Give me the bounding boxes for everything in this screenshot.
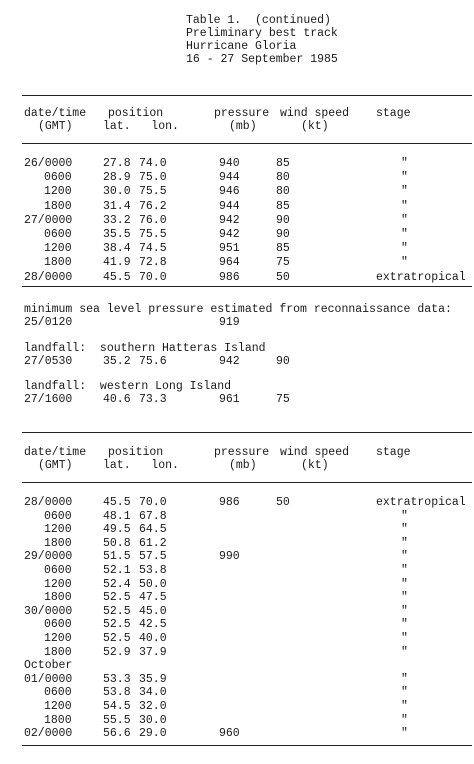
cell-date: 26/0000 <box>24 157 73 170</box>
cell-stage: " <box>401 185 408 199</box>
cell-pressure: 964 <box>219 256 240 270</box>
rule-mid-1 <box>22 286 472 287</box>
cell-stage: " <box>401 256 408 270</box>
cell-date: 0600 <box>44 564 72 577</box>
cell-stage: " <box>401 242 408 256</box>
cell-lon: 72.8 <box>139 256 167 270</box>
cell-stage: " <box>401 618 408 632</box>
cell-pressure: 942 <box>219 228 240 241</box>
table-row <box>0 271 474 284</box>
header-position-2: position <box>108 446 164 459</box>
cell-pressure: 986 <box>219 270 240 284</box>
table-row <box>0 646 474 659</box>
rule-header-2 <box>22 482 472 483</box>
title-line-2: Preliminary best track <box>186 27 338 40</box>
header-pressure-2: pressure <box>214 446 270 459</box>
header-gmt-2: (GMT) <box>38 459 73 472</box>
cell-lon: 76.0 <box>139 213 167 227</box>
cell-lon: 47.5 <box>139 591 167 605</box>
cell-date: 1200 <box>44 523 72 537</box>
cell-stage: " <box>401 632 408 645</box>
min-pressure-line <box>0 303 474 316</box>
header-stage: stage <box>376 107 411 120</box>
cell-stage: " <box>401 645 408 659</box>
landfall-1-lat: 35.2 <box>103 355 131 368</box>
cell-lon: 45.0 <box>139 604 167 618</box>
cell-date: 01/0000 <box>24 672 73 686</box>
landfall-2-pressure: 961 <box>219 393 240 406</box>
table-row <box>0 564 474 577</box>
header-wind-speed: wind speed <box>280 107 350 120</box>
cell-lon: 76.2 <box>139 199 167 213</box>
cell-date: 29/0000 <box>24 550 73 564</box>
cell-lat: 38.4 <box>103 242 131 256</box>
cell-date: 0600 <box>44 618 72 632</box>
landfall-2-values <box>0 393 474 406</box>
header-mb-2: (mb) <box>229 459 257 472</box>
header-kt-2: (kt) <box>301 459 329 472</box>
landfall-1-date: 27/0530 <box>24 355 73 368</box>
cell-wind: 80 <box>276 185 290 199</box>
cell-lat: 56.6 <box>103 727 131 741</box>
cell-lat: 35.5 <box>103 228 131 241</box>
landfall-2-wind: 75 <box>276 393 290 406</box>
table-row <box>0 256 474 269</box>
header-pressure: pressure <box>214 107 270 120</box>
rule-bottom-2 <box>22 745 472 746</box>
cell-wind: 90 <box>276 228 290 241</box>
cell-lat: 52.5 <box>103 604 131 618</box>
cell-stage: " <box>401 213 408 227</box>
cell-lat: 52.5 <box>103 632 131 645</box>
landfall-2-date: 27/1600 <box>24 393 73 406</box>
cell-stage: " <box>401 199 408 213</box>
header-mb: (mb) <box>229 120 257 133</box>
cell-stage: " <box>401 604 408 618</box>
cell-lat: 52.9 <box>103 645 131 659</box>
cell-wind: 50 <box>276 270 290 284</box>
table-row <box>0 550 474 563</box>
header-date-time-2: date/time <box>24 446 87 459</box>
table-row <box>0 686 474 699</box>
cell-lat: 49.5 <box>103 523 131 537</box>
cell-date: 1800 <box>44 256 72 270</box>
cell-lon: 50.0 <box>139 577 167 591</box>
cell-stage: " <box>401 523 408 537</box>
cell-stage: " <box>401 727 408 741</box>
cell-date: 0600 <box>44 171 72 185</box>
table-row <box>0 510 474 523</box>
table-row <box>0 200 474 213</box>
cell-stage: " <box>401 672 408 686</box>
cell-date: 1800 <box>44 591 72 605</box>
landfall-2-line <box>0 380 474 393</box>
cell-date: 1200 <box>44 632 72 645</box>
cell-date: 02/0000 <box>24 727 73 741</box>
table-row <box>0 228 474 241</box>
header-subrow-2 <box>0 459 474 472</box>
title-line-1: Table 1. (continued) <box>186 14 331 27</box>
cell-date: 1200 <box>44 577 72 591</box>
cell-lat: 53.3 <box>103 672 131 686</box>
cell-wind: 85 <box>276 157 290 170</box>
landfall-2-lon: 73.3 <box>139 393 167 406</box>
header-wind-speed-2: wind speed <box>280 446 350 459</box>
landfall-1-line <box>0 342 474 355</box>
cell-lat: 33.2 <box>103 213 131 227</box>
cell-date: 28/0000 <box>24 496 73 509</box>
rule-top-2 <box>22 432 472 433</box>
landfall-1-pressure: 942 <box>219 355 240 368</box>
cell-stage: " <box>401 686 408 700</box>
cell-stage: extratropical <box>376 270 466 284</box>
cell-lat: 52.5 <box>103 618 131 632</box>
landfall-1-label: landfall: southern Hatteras Island <box>24 342 266 355</box>
cell-lat: 45.5 <box>103 496 131 509</box>
cell-lon: 67.8 <box>139 509 167 523</box>
landfall-1-values <box>0 355 474 368</box>
cell-lon: 37.9 <box>139 645 167 659</box>
landfall-1-lon: 75.6 <box>139 355 167 368</box>
cell-stage: " <box>401 550 408 564</box>
cell-date: 1200 <box>44 700 72 713</box>
cell-date: 1200 <box>44 185 72 199</box>
cell-stage: " <box>401 171 408 185</box>
cell-lat: 50.8 <box>103 536 131 550</box>
min-pressure-label: minimum sea level pressure estimated from reconnaissance data: <box>24 303 452 316</box>
header-kt: (kt) <box>301 120 329 133</box>
cell-pressure: 944 <box>219 199 240 213</box>
cell-lon: 61.2 <box>139 536 167 550</box>
cell-lon: 30.0 <box>139 713 167 727</box>
cell-date: 0600 <box>44 509 72 523</box>
cell-stage: " <box>401 536 408 550</box>
cell-stage: " <box>401 157 408 170</box>
cell-lat: 51.5 <box>103 550 131 564</box>
cell-lon: 40.0 <box>139 632 167 645</box>
cell-lon: 53.8 <box>139 564 167 577</box>
cell-lat: 54.5 <box>103 700 131 713</box>
cell-lon: 34.0 <box>139 686 167 700</box>
cell-stage: " <box>401 577 408 591</box>
cell-lon: 70.0 <box>139 496 167 509</box>
table-title <box>186 14 338 66</box>
cell-date: 27/0000 <box>24 213 73 227</box>
header-stage-2: stage <box>376 446 411 459</box>
cell-lon: 35.9 <box>139 672 167 686</box>
cell-lat: 30.0 <box>103 185 131 199</box>
table-row <box>0 700 474 713</box>
table-row <box>0 632 474 645</box>
table-row <box>0 605 474 618</box>
cell-stage: " <box>401 713 408 727</box>
header-position: position <box>108 107 164 120</box>
cell-pressure: 942 <box>219 213 240 227</box>
cell-lon: 57.5 <box>139 550 167 564</box>
cell-pressure: 951 <box>219 242 240 256</box>
landfall-1-wind: 90 <box>276 355 290 368</box>
table-row <box>0 496 474 509</box>
cell-stage: " <box>401 228 408 241</box>
table-row <box>0 618 474 631</box>
cell-lon: 70.0 <box>139 270 167 284</box>
cell-lon: 75.5 <box>139 185 167 199</box>
cell-date: October <box>24 659 73 673</box>
min-pressure-values <box>0 316 474 329</box>
cell-lon: 64.5 <box>139 523 167 537</box>
cell-date: 28/0000 <box>24 270 73 284</box>
cell-stage: " <box>401 509 408 523</box>
cell-wind: 50 <box>276 496 290 509</box>
cell-pressure: 960 <box>219 727 240 741</box>
cell-wind: 75 <box>276 256 290 270</box>
cell-stage: " <box>401 564 408 577</box>
cell-pressure: 946 <box>219 185 240 199</box>
table-row <box>0 714 474 727</box>
table-row <box>0 659 474 672</box>
cell-lon: 74.0 <box>139 157 167 170</box>
cell-lon: 29.0 <box>139 727 167 741</box>
cell-wind: 85 <box>276 242 290 256</box>
cell-lon: 75.5 <box>139 228 167 241</box>
cell-stage: " <box>401 591 408 605</box>
cell-lat: 27.8 <box>103 157 131 170</box>
title-line-4: 16 - 27 September 1985 <box>186 53 338 66</box>
cell-lon: 32.0 <box>139 700 167 713</box>
cell-lat: 55.5 <box>103 713 131 727</box>
cell-date: 1200 <box>44 242 72 256</box>
cell-wind: 90 <box>276 213 290 227</box>
cell-lat: 31.4 <box>103 199 131 213</box>
cell-pressure: 944 <box>219 171 240 185</box>
header-gmt: (GMT) <box>38 120 73 133</box>
cell-lon: 74.5 <box>139 242 167 256</box>
cell-wind: 80 <box>276 171 290 185</box>
cell-date: 0600 <box>44 686 72 700</box>
header-subrow-1 <box>0 120 474 133</box>
cell-date: 1800 <box>44 713 72 727</box>
cell-lat: 52.5 <box>103 591 131 605</box>
cell-lat: 28.9 <box>103 171 131 185</box>
cell-pressure: 990 <box>219 550 240 564</box>
cell-wind: 85 <box>276 199 290 213</box>
cell-date: 0600 <box>44 228 72 241</box>
table-row <box>0 578 474 591</box>
header-lat-lon-2: lat. lon. <box>103 459 179 472</box>
table-row <box>0 727 474 740</box>
cell-lat: 41.9 <box>103 256 131 270</box>
cell-lon: 75.0 <box>139 171 167 185</box>
table-row <box>0 157 474 170</box>
header-lat-lon: lat. lon. <box>103 120 179 133</box>
table-row <box>0 591 474 604</box>
landfall-2-lat: 40.6 <box>103 393 131 406</box>
cell-lon: 42.5 <box>139 618 167 632</box>
cell-lat: 52.1 <box>103 564 131 577</box>
table-row <box>0 242 474 255</box>
cell-lat: 48.1 <box>103 509 131 523</box>
rule-header-1 <box>22 143 472 144</box>
table-row <box>0 214 474 227</box>
min-pressure-value: 919 <box>219 316 240 329</box>
cell-date: 1800 <box>44 536 72 550</box>
cell-date: 30/0000 <box>24 604 73 618</box>
landfall-2-label: landfall: western Long Island <box>24 380 232 393</box>
cell-lat: 53.8 <box>103 686 131 700</box>
table-row <box>0 185 474 198</box>
cell-date: 1800 <box>44 199 72 213</box>
table-row <box>0 537 474 550</box>
table-row <box>0 673 474 686</box>
header-row-2 <box>0 446 474 459</box>
cell-date: 1800 <box>44 645 72 659</box>
table-row <box>0 523 474 536</box>
title-line-3: Hurricane Gloria <box>186 40 297 53</box>
cell-stage: " <box>401 700 408 713</box>
cell-stage: extratropical <box>376 496 466 509</box>
table-row <box>0 171 474 184</box>
rule-top-1 <box>22 95 472 96</box>
header-date-time: date/time <box>24 107 87 120</box>
cell-pressure: 986 <box>219 496 240 509</box>
header-row-1 <box>0 107 474 120</box>
cell-lat: 52.4 <box>103 577 131 591</box>
min-pressure-date: 25/0120 <box>24 316 73 329</box>
cell-pressure: 940 <box>219 157 240 170</box>
cell-lat: 45.5 <box>103 270 131 284</box>
